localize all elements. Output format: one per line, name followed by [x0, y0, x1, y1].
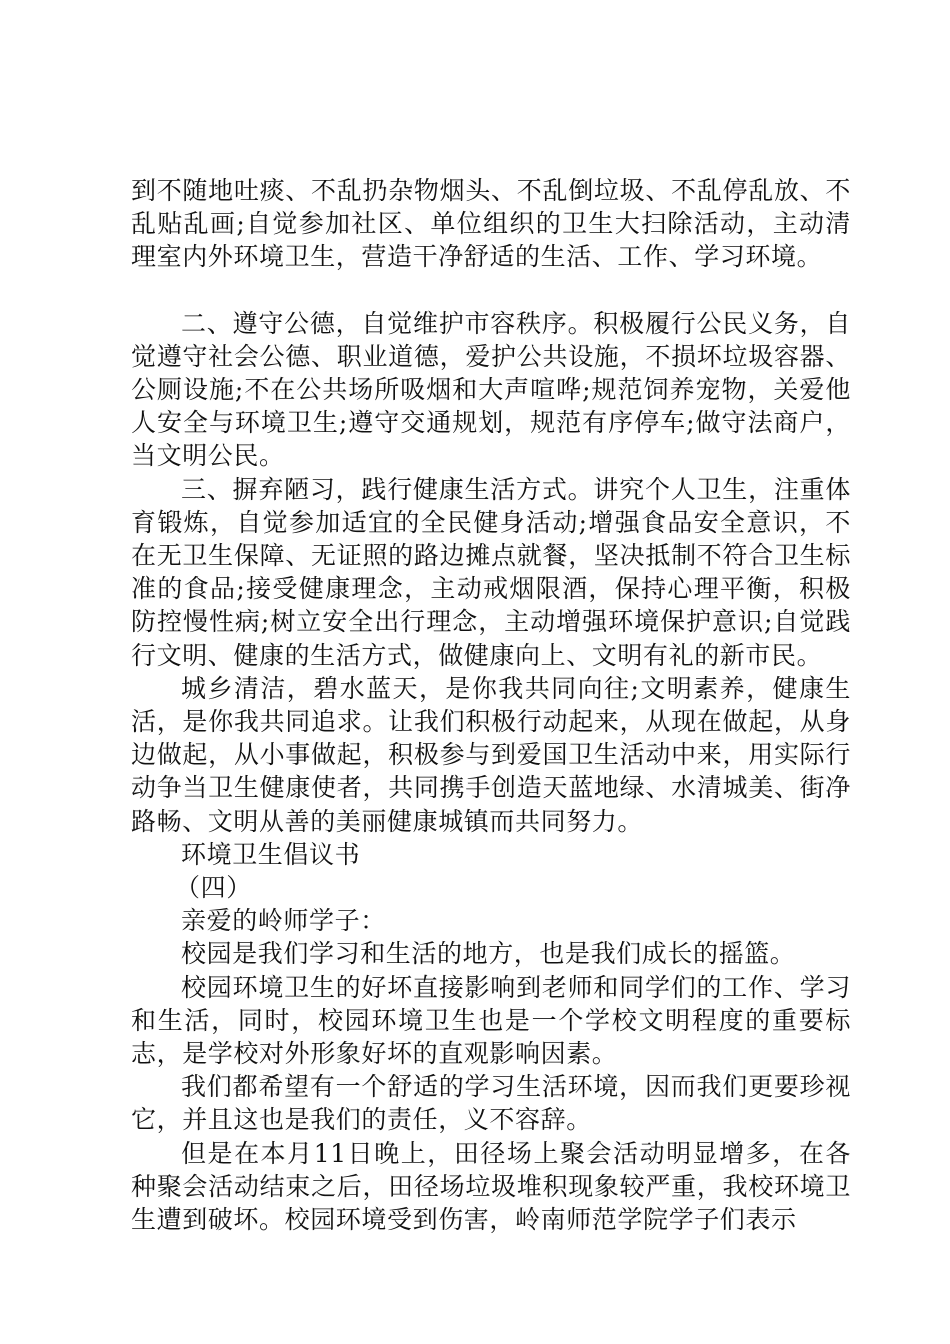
paragraph-closing-call: 城乡清洁，碧水蓝天，是你我共同向往;文明素养，健康生活，是你我共同追求。让我们积极行动起来，从现在做起，从身边做起，从小事做起，积极参与到爱国卫生活动中来，用实际行动争当卫生健康使者，共同携手创造天蓝地绿、水清城美、街净路畅、文明从善的美丽健康城镇而共同努力。: [131, 673, 851, 836]
paragraph-incident: 但是在本月11日晚上，田径场上聚会活动明显增多，在各种聚会活动结束之后，田径场垃圾堆积现象较严重，我校环境卫生遭到破坏。校园环境受到伤害，岭南师范学院学子们表示: [131, 1138, 851, 1235]
paragraph-responsibility: 我们都希望有一个舒适的学习生活环境，因而我们更要珍视它，并且这也是我们的责任，义不容辞。: [131, 1072, 851, 1135]
paragraph-section-two: 二、遵守公德，自觉维护市容秩序。积极履行公民义务，自觉遵守社会公德、职业道德，爱护公共设施，不损坏垃圾容器、公厕设施;不在公共场所吸烟和大声喧哗;规范饲养宠物，关爱他人安全与环境卫生;遵守交通规划，规范有序停车;做守法商户，当文明公民。: [131, 308, 851, 471]
document-title: 环境卫生倡议书: [181, 839, 361, 869]
salutation: 亲爱的岭师学子：: [181, 906, 386, 936]
paragraph-campus-hygiene: 校园环境卫生的好坏直接影响到老师和同学们的工作、学习和生活，同时，校园环境卫生也是一个学校文明程度的重要标志，是学校对外形象好坏的直观影响因素。: [131, 972, 851, 1069]
paragraph-section-three: 三、摒弃陋习，践行健康生活方式。讲究个人卫生，注重体育锻炼，自觉参加适宜的全民健身活动;增强食品安全意识，不在无卫生保障、无证照的路边摊点就餐，坚决抵制不符合卫生标准的食品;接受健康理念，主动戒烟限酒，保持心理平衡，积极防控慢性病;树立安全出行理念，主动增强环境保护意识;自觉践行文明、健康的生活方式，做健康向上、文明有礼的新市民。: [131, 474, 851, 670]
document-body: [131, 174, 851, 1236]
section-number: （四）: [175, 873, 252, 903]
paragraph-continuation: 到不随地吐痰、不乱扔杂物烟头、不乱倒垃圾、不乱停乱放、不乱贴乱画;自觉参加社区、单位组织的卫生大扫除活动，主动清理室内外环境卫生，营造干净舒适的生活、工作、学习环境。: [131, 176, 851, 272]
paragraph-campus-intro: 校园是我们学习和生活的地方，也是我们成长的摇篮。: [181, 939, 796, 969]
